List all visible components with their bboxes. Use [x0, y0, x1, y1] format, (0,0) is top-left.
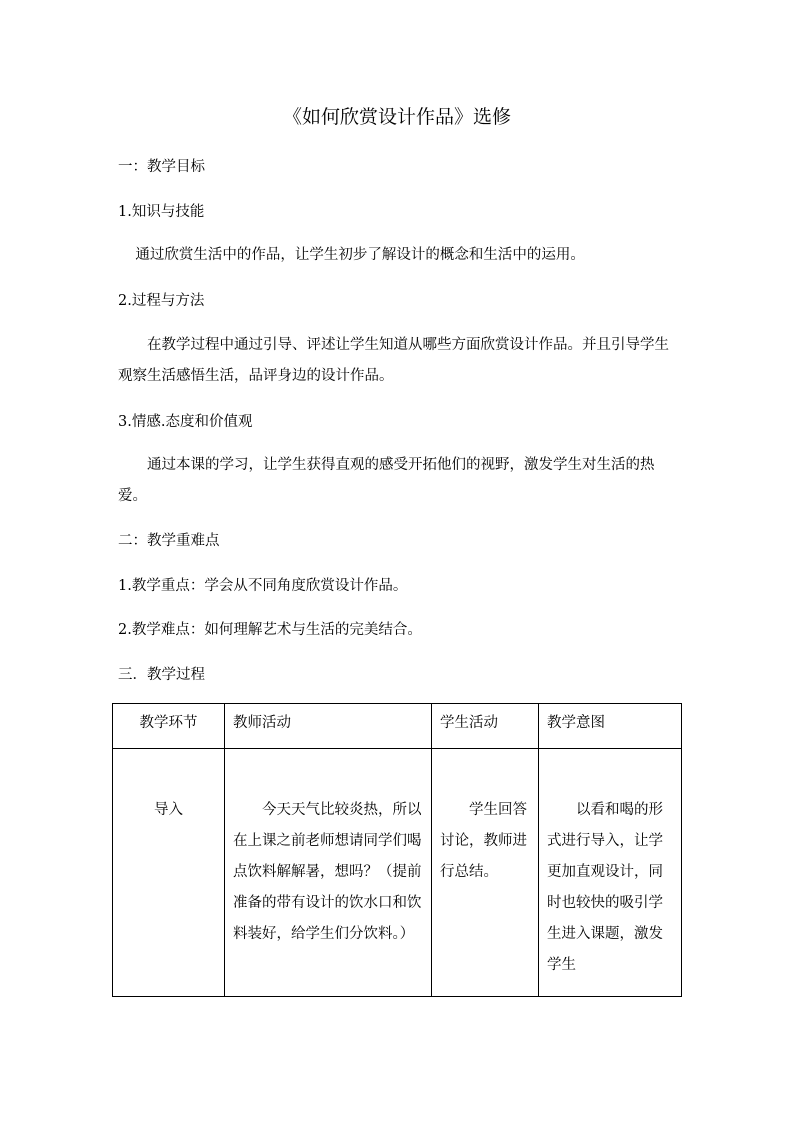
emotion-text: 通过本课的学习，让学生获得直观的感受开拓他们的视野，激发学生对生活的热爱。: [118, 457, 655, 504]
cell-student-text: 学生回答讨论，教师进行总结。: [440, 802, 527, 880]
table-header-row: [113, 704, 682, 749]
header-stage: 教学环节: [113, 704, 225, 749]
knowledge-heading: 1.知识与技能: [118, 204, 205, 220]
process-method-heading: 2.过程与方法: [118, 293, 205, 309]
document-title: 《如何欣赏设计作品》选修: [282, 106, 511, 128]
emotion-heading: 3.情感.态度和价值观: [118, 414, 253, 430]
cell-stage: 导入: [113, 749, 225, 997]
procedure-heading: 三．教学过程: [118, 667, 205, 683]
key-points-heading: 二：教学重难点: [118, 533, 220, 549]
header-intent: 教学意图: [539, 704, 682, 749]
cell-student: [432, 749, 539, 997]
key-point: 1.教学重点：学会从不同角度欣赏设计作品。: [118, 578, 408, 594]
procedure-table: [112, 703, 682, 997]
cell-intent-text: 以看和喝的形式进行导入，让学更加直观设计，同时也较快的吸引学生进入课题，激发学生: [547, 802, 663, 973]
difficult-point: 2.教学难点：如何理解艺术与生活的完美结合。: [118, 622, 422, 638]
objectives-heading: 一：教学目标: [118, 159, 205, 175]
process-method-text: 在教学过程中通过引导、评述让学生知道从哪些方面欣赏设计作品。并且引导学生观察生活感悟生活，品评身边的设计作品。: [118, 337, 669, 384]
cell-teacher: [225, 749, 432, 997]
cell-intent: [539, 749, 682, 997]
cell-teacher-text: 今天天气比较炎热，所以在上课之前老师想请同学们喝点饮料解解暑，想吗？（提前准备的带有设计的饮水口和饮料装好，给学生们分饮料。）: [233, 802, 422, 942]
header-student: 学生活动: [432, 704, 539, 749]
knowledge-text: 通过欣赏生活中的作品，让学生初步了解设计的概念和生活中的运用。: [135, 247, 585, 263]
table-row: [113, 749, 682, 997]
header-teacher: 教师活动: [225, 704, 432, 749]
